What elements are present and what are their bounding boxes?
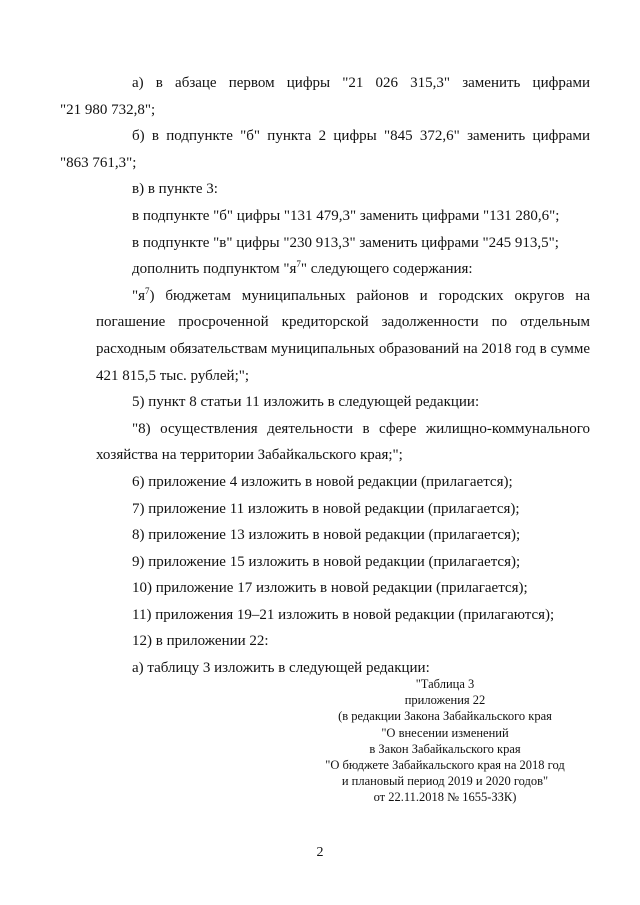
quoted-subitem-prefix: "я — [132, 287, 146, 304]
caption-line: в Закон Забайкальского края — [369, 741, 521, 756]
paragraph-6: 6) приложение 4 изложить в новой редакции (прилагается); — [132, 473, 513, 490]
quoted-subitem-text: ) бюджетам муниципальных районов и городских округов на погашение просроченной кредиторской задолженности по отдельным расходным обязательствам муниципальных образований на 2018 год в сумме 421 815,5 тыс. рублей;"; — [96, 287, 590, 384]
paragraph-v-add-subitem — [96, 256, 590, 283]
add-subitem-superscript: 7 — [296, 259, 301, 270]
paragraph-5-quote: "8) осуществления деятельности в сфере жилищно-коммунального хозяйства на территории Забайкальского края;"; — [96, 420, 590, 464]
caption-line: "О бюджете Забайкальского края на 2018 год — [325, 758, 565, 773]
paragraph-11: 11) приложения 19–21 изложить в новой редакции (прилагаются); — [132, 606, 555, 623]
quoted-subitem-superscript: 7 — [145, 285, 150, 296]
paragraph-a-line1: а) в абзаце первом цифры "21 026 315,3" заменить цифрами — [132, 75, 590, 91]
paragraph-b — [60, 123, 590, 176]
paragraph-v-subitem-v: в подпункте "в" цифры "230 913,3" заменить цифрами "245 913,5"; — [132, 234, 559, 251]
quoted-subitem-ya7 — [96, 283, 590, 389]
caption-line: (в редакции Закона Забайкальского края — [338, 709, 552, 724]
add-subitem-prefix: дополнить подпунктом "я — [132, 261, 297, 278]
table-caption — [290, 676, 600, 806]
paragraph-b-line1: б) в подпункте "б" пункта 2 цифры "845 372,6" заменить цифрами — [132, 128, 590, 145]
page-number: 2 — [316, 845, 324, 860]
paragraph-12: 12) в приложении 22: — [132, 633, 269, 650]
caption-line: "О внесении изменений — [381, 725, 509, 740]
paragraph-a — [60, 70, 590, 123]
add-subitem-suffix: " следующего содержания: — [300, 261, 473, 278]
paragraph-8: 8) приложение 13 изложить в новой редакции (прилагается); — [132, 527, 521, 544]
paragraph-12-a: а) таблицу 3 изложить в следующей редакции: — [132, 660, 430, 677]
caption-line: приложения 22 — [404, 693, 486, 708]
paragraph-a-line2: "21 980 732,8"; — [60, 101, 156, 118]
caption-line: и плановый период 2019 и 2020 годов" — [341, 774, 549, 789]
paragraph-5: 5) пункт 8 статьи 11 изложить в следующей редакции: — [132, 394, 480, 411]
caption-line: от 22.11.2018 № 1655-ЗЗК) — [373, 790, 517, 805]
paragraph-v: в) в пункте 3: — [132, 181, 218, 198]
caption-line: "Таблица 3 — [415, 677, 475, 691]
document-body — [60, 70, 590, 682]
paragraph-v-subitem-b: в подпункте "б" цифры "131 479,3" заменить цифрами "131 280,6"; — [132, 207, 560, 224]
paragraph-7: 7) приложение 11 изложить в новой редакции (прилагается); — [132, 500, 520, 517]
paragraph-10: 10) приложение 17 изложить в новой редакции (прилагается); — [132, 580, 528, 597]
paragraph-b-line2: "863 761,3"; — [60, 154, 137, 171]
paragraph-9: 9) приложение 15 изложить в новой редакции (прилагается); — [132, 553, 521, 570]
